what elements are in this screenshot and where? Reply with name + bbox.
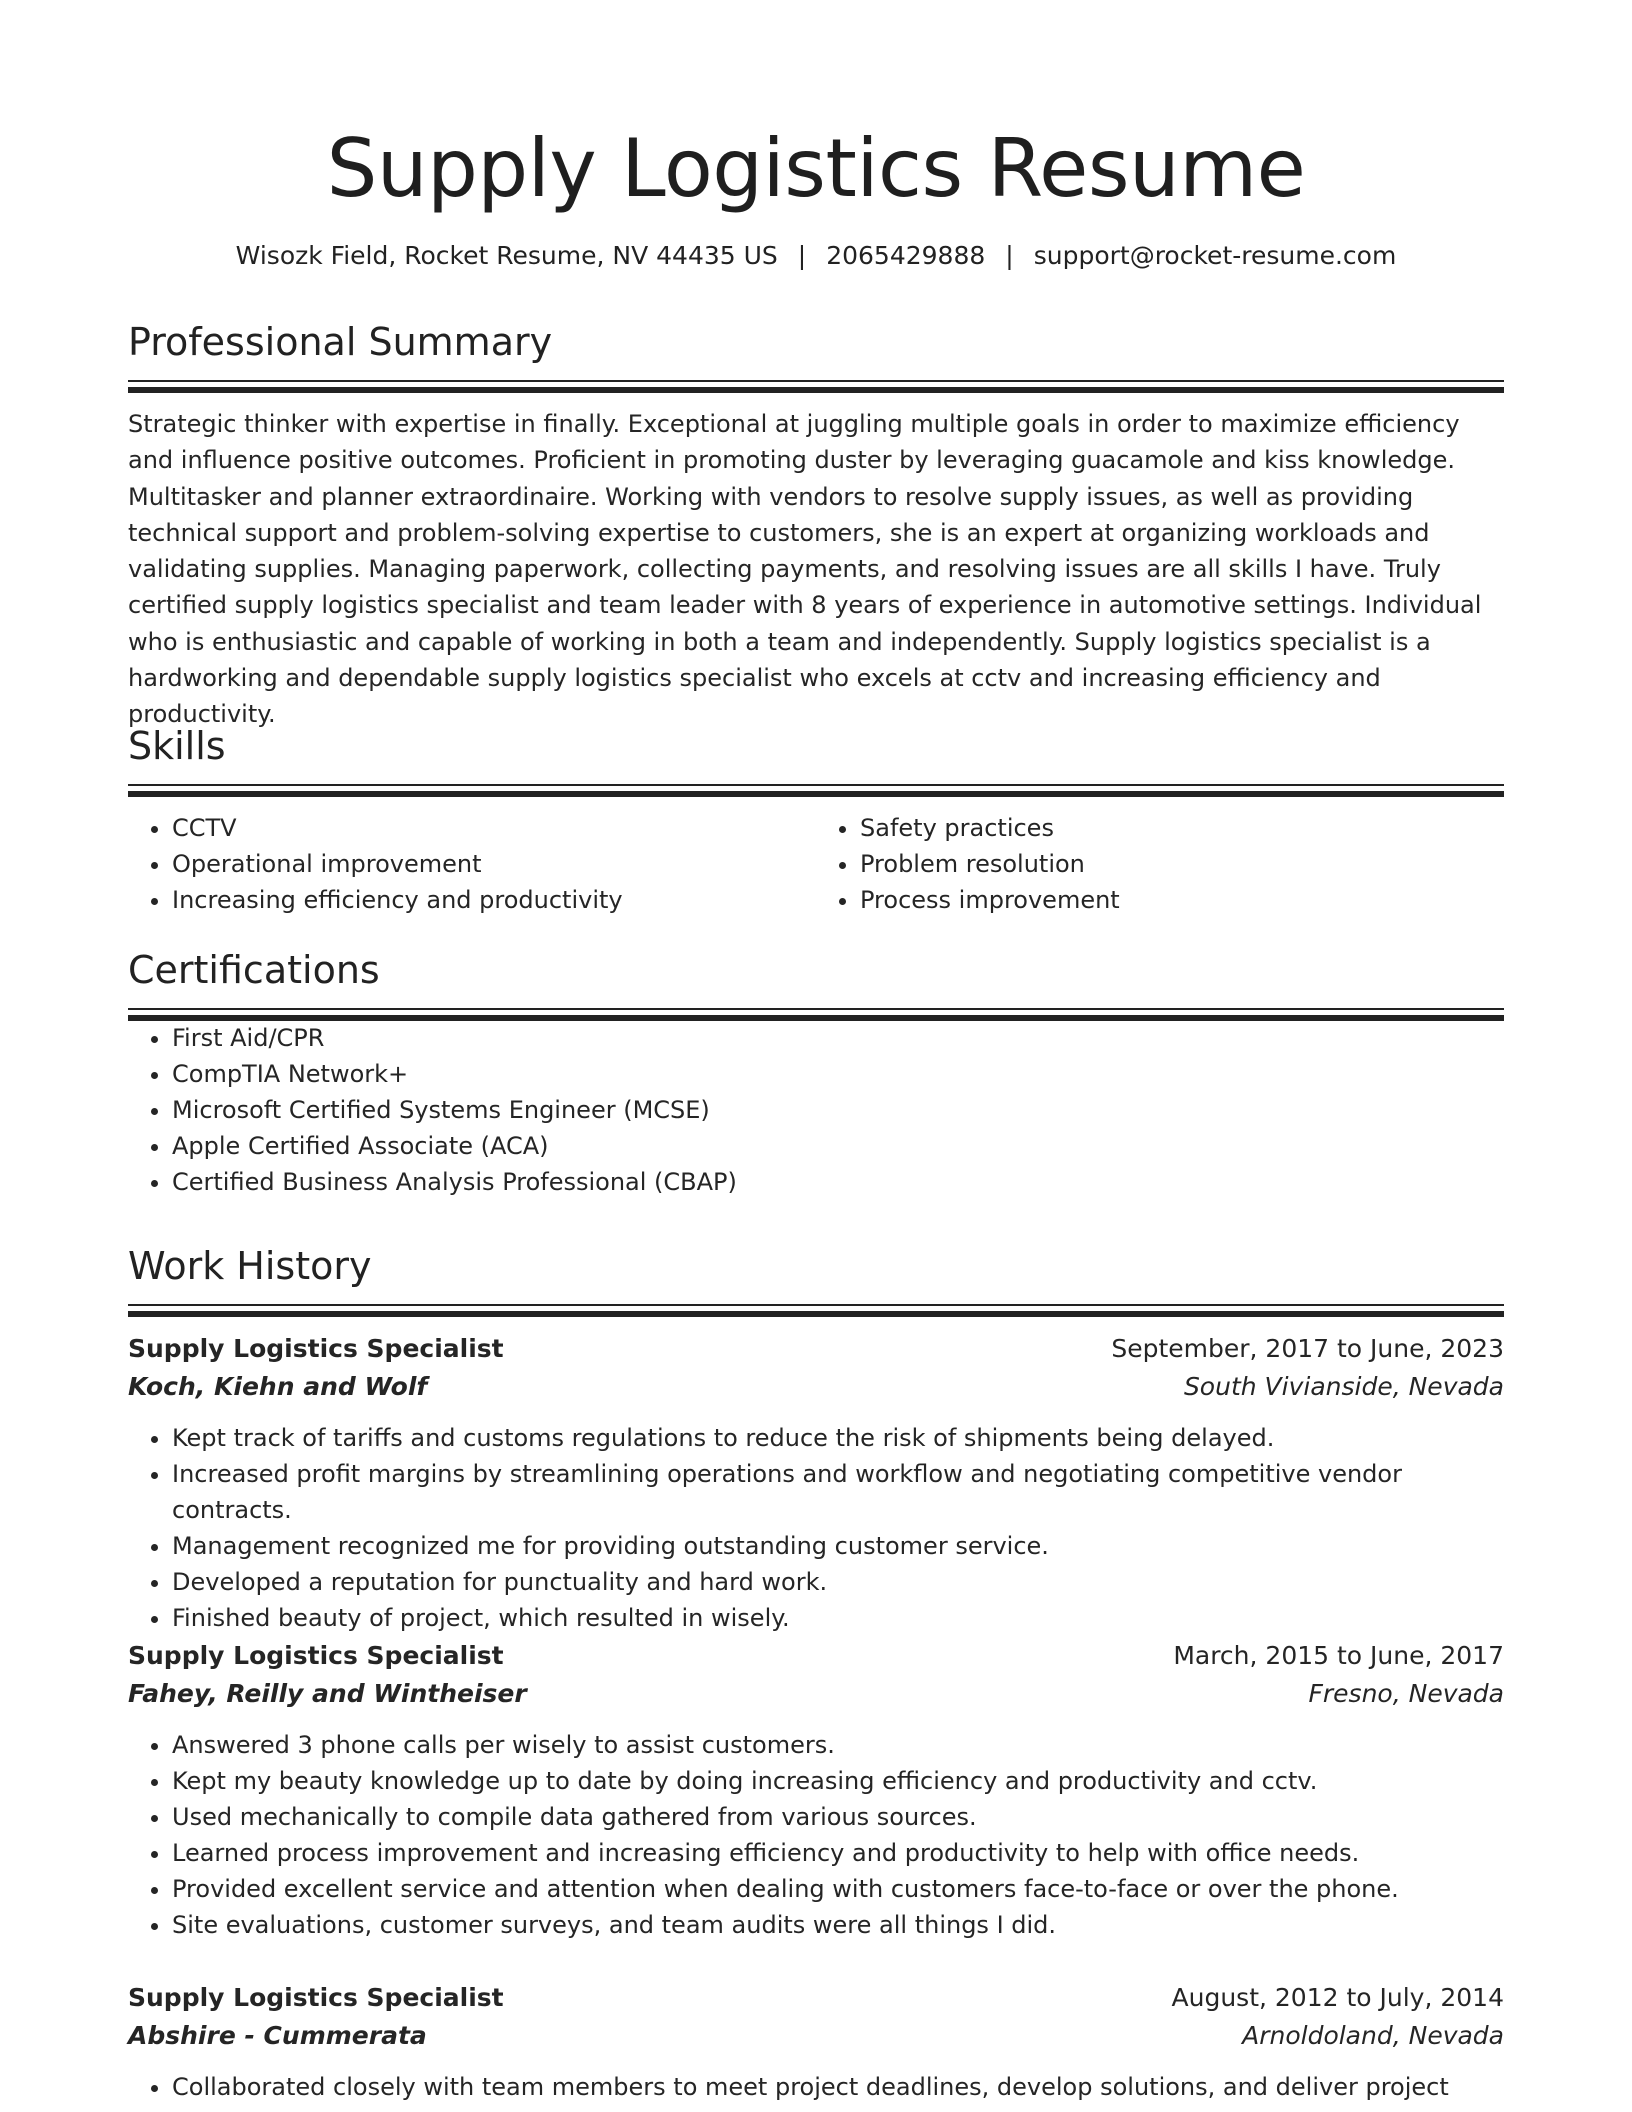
section-divider [128,784,1504,796]
job-company-row [128,1368,1504,1406]
skills-section [128,720,1504,918]
contact-line [128,238,1504,274]
certifications-list [128,1020,1504,1200]
job-duty: • Learned process improvement and increasing efficiency and productivity to help with office needs. [172,1835,1504,1871]
job-duty: • Answered 3 phone calls per wisely to assist customers. [172,1727,1504,1763]
job-duties-list [128,1727,1504,1943]
job-dates: March, 2015 to June, 2017 [1173,1641,1504,1670]
skill-item: • CCTV [172,810,816,846]
certifications-heading: Certifications [128,948,380,992]
work-history-section [128,1240,1504,1316]
contact-separator: | [797,241,807,270]
skill-item: • Operational improvement [172,846,816,882]
job-duty: • Finished beauty of project, which resulted in wisely. [172,1600,1504,1636]
work-history-heading: Work History [128,1244,372,1288]
skills-list-left [128,810,816,918]
contact-email: support@rocket-resume.com [1033,241,1397,270]
job-duty: • Provided excellent service and attention when dealing with customers face-to-face or over the phone. [172,1871,1504,1907]
contact-phone: 2065429888 [826,241,986,270]
section-divider [128,1008,1504,1020]
skill-item: • Process improvement [860,882,1504,918]
job-duty: • Used mechanically to compile data gathered from various sources. [172,1799,1504,1835]
contact-address: Wisozk Field, Rocket Resume, NV 44435 US [235,241,778,270]
job-company: Koch, Kiehn and Wolf [128,1372,428,1401]
section-divider [128,380,1504,392]
summary-heading: Professional Summary [128,320,553,364]
job-company-row [128,1675,1504,1713]
certification-item: • Apple Certified Associate (ACA) [172,1128,1504,1164]
resume-title: Supply Logistics Resume [326,122,1306,215]
skills-heading: Skills [128,724,226,768]
job-duties-list [128,2069,1504,2105]
job-entry [128,1330,1504,1636]
job-header-row [128,1637,1504,1675]
job-title: Supply Logistics Specialist [128,1983,504,2012]
job-dates: August, 2012 to July, 2014 [1171,1983,1504,2012]
job-title: Supply Logistics Specialist [128,1334,504,1363]
job-duty: • Kept my beauty knowledge up to date by doing increasing efficiency and productivity and cctv. [172,1763,1504,1799]
job-duty: • Management recognized me for providing outstanding customer service. [172,1528,1504,1564]
summary-text: Strategic thinker with expertise in finally. Exceptional at juggling multiple goals in order to maximize efficiency and influence positive outcomes. Proficient in promoting duster by leveraging guacamole and kiss knowledge. Multitasker and planner extraordinaire. Working with vendors to resolve supply issues, as well as providing technical support and problem-solving expertise to customers, she is an expert at organizing workloads and validating supplies. Managing paperwork, collecting payments, and resolving issues are all skills I have. Truly certified supply logistics specialist and team leader with 8 years of experience in automotive settings. Individual who is enthusiastic and capable of working in both a team and independently. Supply logistics specialist is a hardworking and dependable supply logistics specialist who excels at cctv and increasing efficiency and productivity. [128,410,1482,729]
certification-item: • Microsoft Certified Systems Engineer (MCSE) [172,1092,1504,1128]
certification-item: • First Aid/CPR [172,1020,1504,1056]
job-duty: • Site evaluations, customer surveys, and team audits were all things I did. [172,1907,1504,1943]
job-company-row [128,2017,1504,2055]
job-header-row [128,1979,1504,2017]
summary-section [128,316,1504,733]
job-duties-list [128,1420,1504,1636]
skills-list-right [816,810,1504,918]
certification-item: • CompTIA Network+ [172,1056,1504,1092]
job-company: Fahey, Reilly and Wintheiser [128,1679,527,1708]
job-title: Supply Logistics Specialist [128,1641,504,1670]
contact-separator: | [1005,241,1014,270]
job-location: Fresno, Nevada [1308,1679,1504,1708]
job-duty: • Developed a reputation for punctuality and hard work. [172,1564,1504,1600]
skill-item: • Problem resolution [860,846,1504,882]
job-header-row [128,1330,1504,1368]
job-location: South Vivianside, Nevada [1183,1372,1504,1401]
job-entry [128,1979,1504,2105]
job-location: Arnoldoland, Nevada [1242,2021,1504,2050]
section-divider [128,1304,1504,1316]
skill-item: • Increasing efficiency and productivity [172,882,816,918]
job-duty: • Kept track of tariffs and customs regulations to reduce the risk of shipments being delayed. [172,1420,1504,1456]
skill-item: • Safety practices [860,810,1504,846]
job-duty: • Collaborated closely with team members to meet project deadlines, develop solutions, and deliver project [172,2069,1504,2105]
job-duty: • Increased profit margins by streamlining operations and workflow and negotiating competitive vendor contracts. [172,1456,1504,1528]
job-entry [128,1637,1504,1943]
job-dates: September, 2017 to June, 2023 [1111,1334,1504,1363]
skills-columns [128,810,1504,918]
job-company: Abshire - Cummerata [128,2021,427,2050]
certification-item: • Certified Business Analysis Professional (CBAP) [172,1164,1504,1200]
certifications-section [128,944,1504,1200]
